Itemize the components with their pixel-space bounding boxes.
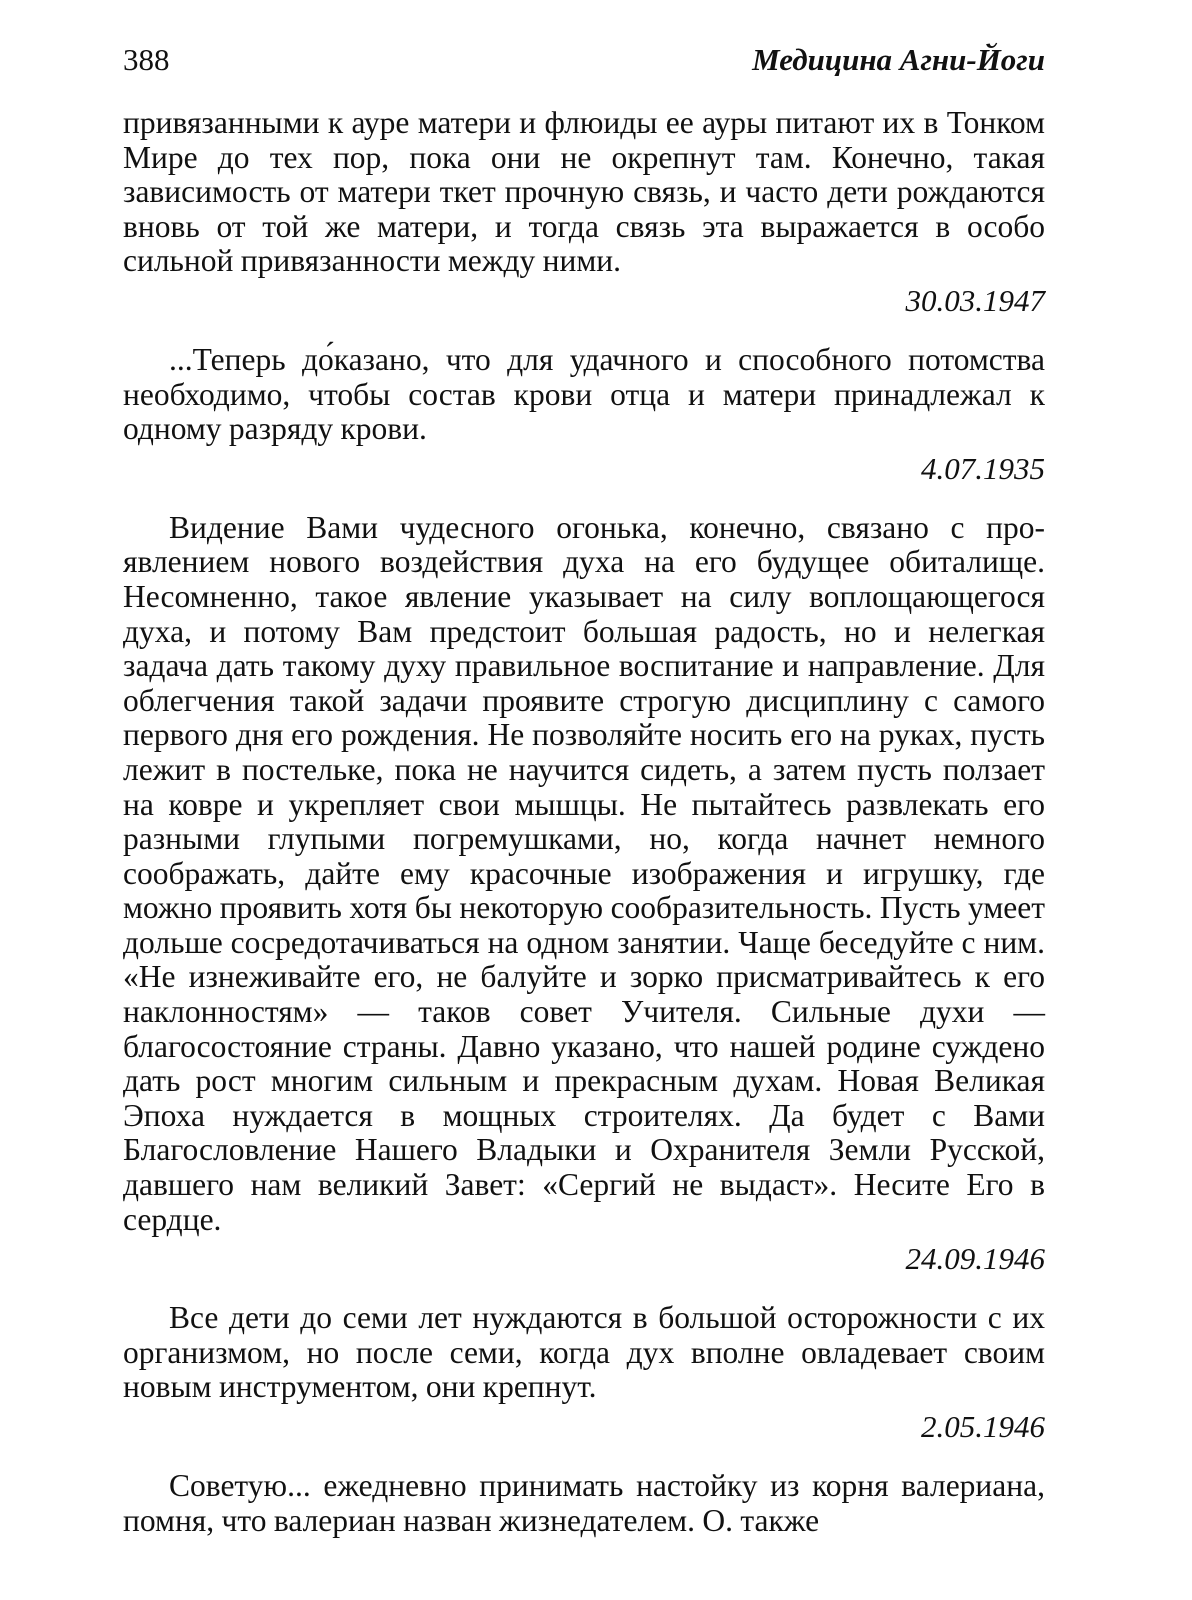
letter-date: 2.05.1946 <box>921 1409 1045 1444</box>
book-title: Медицина Агни-Йоги <box>752 42 1045 77</box>
page-number: 388 <box>123 42 170 77</box>
paragraph-continued: привязанными к ауре матери и флюиды ее ауры питают их в Тонком Мире до тех пор, пока они не окрепнут там. Конечно, такая зависимость от матери ткет прочную связь, и часто дети рождаются вновь от той же матери, и тогда связь эта выражается в особо сильной привязанности между ними. <box>123 105 1045 279</box>
paragraph-continues: Советую... ежедневно принимать настойку из корня валериана, помня, что валериан назван жизнедателем. О. также <box>123 1468 1045 1538</box>
letter-date: 4.07.1935 <box>921 450 1045 486</box>
book-page <box>123 40 1045 1538</box>
paragraph: Видение Вами чудесного огонька, конечно, связано с проявлением нового воздействия духа на его будущее обиталище. Несомненно, такое явление указывает на силу воплощающегося духа, и потому Вам предстоит большая радость, но и нелегкая задача дать такому духу правильное воспитание и направление. Для облегчения такой задачи проявите строгую дисциплину с самого первого дня его рождения. Не позволяйте носить его на руках, пусть лежит в постельке, пока не научится сидеть, а затем пусть ползает на ковре и укрепляет свои мышцы. Не пытайтесь развлекать его разными глупыми погремушками, но, когда начнет немного соображать, дайте ему красочные изображения и игрушку, где можно проявить хотя бы некоторую сообразительность. Пусть умеет дольше сосредотачиваться на одном занятии. Чаще беседуйте с ним. «Не изнеживайте его, не балуйте и зорко присматривайтесь к его наклонностям» — таков совет Учителя. Сильные духи — благосостояние страны. Давно указано, что нашей родине суждено дать рост многим сильным и прекрасным духам. Новая Великая Эпоха нуждается в мощных строителях. Да будет с Вами Благословление Нашего Владыки и Охранителя Земли Русской, давшего нам великий Завет: «Сергий не выдаст». Несите Его в сердце. <box>123 509 1045 1237</box>
paragraph: ...Теперь до́казано, что для удачного и способного потомства необходимо, чтобы состав крови отца и матери принадлежал к одному разряду крови. <box>123 341 1045 447</box>
paragraph: Все дети до семи лет нуждаются в большой осторожности с их организмом, но после семи, когда дух вполне овладевает своим новым инструментом, они крепнут. <box>123 1300 1045 1405</box>
letter-date: 30.03.1947 <box>905 282 1045 318</box>
letter-date: 24.09.1946 <box>905 1241 1045 1277</box>
running-head <box>123 40 1045 90</box>
